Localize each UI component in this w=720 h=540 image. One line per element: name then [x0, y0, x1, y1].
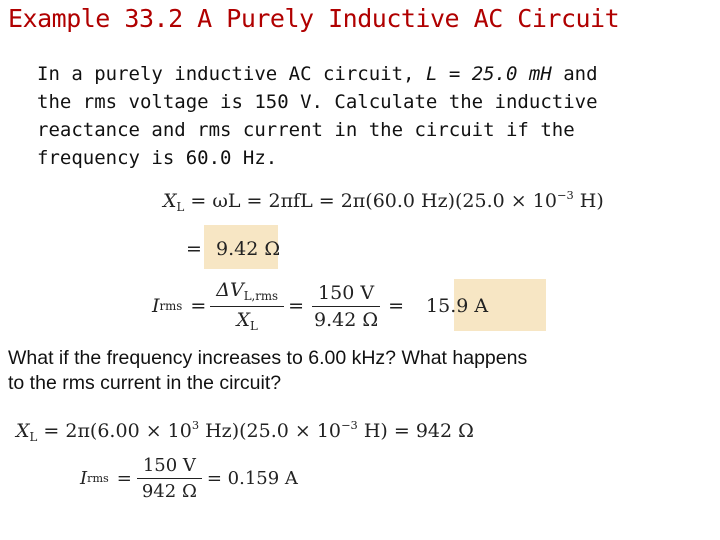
- current-symbol: I: [152, 295, 160, 317]
- current-result: 15.9 A: [426, 295, 489, 317]
- problem-statement: [37, 60, 697, 172]
- reactance-equation: [163, 188, 604, 214]
- new-current-result: = 0.159 A: [206, 467, 298, 489]
- problem-line-1: [37, 60, 697, 88]
- reactance-expression: = ωL = 2πfL = 2π(60.0 Hz)(25.0 × 10: [190, 189, 557, 212]
- voltage-over-reactance-fraction: [210, 279, 284, 332]
- new-current-fraction: [136, 455, 203, 502]
- inductance-value: L = 25.0 mH: [425, 63, 552, 85]
- voltage-subscript: L,rms: [243, 289, 279, 304]
- inductance-exponent: −3: [341, 418, 358, 432]
- new-reactance-result: H) = 942 Ω: [357, 419, 474, 442]
- new-fraction-numerator: 150 V: [137, 455, 202, 479]
- fraction-2-denominator: 9.42 Ω: [314, 308, 379, 331]
- current-equation: [152, 277, 488, 335]
- reactance-denominator-subscript: L: [250, 318, 258, 333]
- reactance-subscript: L: [176, 200, 185, 215]
- question-line-1: What if the frequency increases to 6.00 kHz? What happens: [8, 347, 528, 369]
- problem-line-2: the rms voltage is 150 V. Calculate the inductive: [37, 91, 598, 113]
- reactance-result: 9.42 Ω: [216, 238, 281, 260]
- current-equals-1: =: [190, 295, 207, 317]
- frequency-exponent: 3: [191, 418, 200, 432]
- new-current-subscript: rms: [87, 471, 109, 485]
- voltage-symbol: ΔV: [216, 279, 244, 302]
- reactance-result-row: [186, 238, 202, 260]
- problem-line-3: reactance and rms current in the circuit if the: [37, 119, 575, 141]
- reactance-denominator-symbol: X: [236, 308, 251, 331]
- numeric-fraction: [308, 282, 384, 331]
- fraction-1-numerator: [210, 279, 284, 306]
- fraction-2-numerator: 150 V: [312, 282, 380, 307]
- new-fraction-denominator: 942 Ω: [141, 480, 197, 502]
- current-subscript: rms: [159, 299, 183, 313]
- problem-line-1-tail: and: [551, 63, 598, 85]
- new-current-symbol: I: [80, 467, 88, 489]
- new-current-equation: [80, 452, 298, 504]
- new-reactance-subscript: L: [29, 430, 38, 445]
- slide-title: Example 33.2 A Purely Inductive AC Circuit: [8, 4, 620, 33]
- current-equals-3: =: [388, 295, 405, 317]
- new-reactance-middle: Hz)(25.0 × 10: [199, 419, 342, 442]
- reactance-unit: H): [573, 189, 604, 212]
- problem-line-1-text: In a purely inductive AC circuit,: [37, 63, 426, 85]
- new-current-equals: =: [116, 467, 132, 489]
- question-line-2: to the rms current in the circuit?: [8, 372, 282, 394]
- reactance-exponent: −3: [556, 188, 574, 202]
- current-equals-2: =: [288, 295, 305, 317]
- new-reactance-expression: = 2π(6.00 × 10: [37, 419, 192, 442]
- new-reactance-symbol: X: [16, 419, 30, 442]
- follow-up-question: [8, 346, 708, 396]
- problem-line-4: frequency is 60.0 Hz.: [37, 147, 278, 169]
- reactance-symbol: X: [163, 189, 177, 212]
- new-reactance-equation: [16, 418, 474, 444]
- fraction-1-denominator: [231, 307, 264, 333]
- reactance-equals: =: [186, 238, 202, 260]
